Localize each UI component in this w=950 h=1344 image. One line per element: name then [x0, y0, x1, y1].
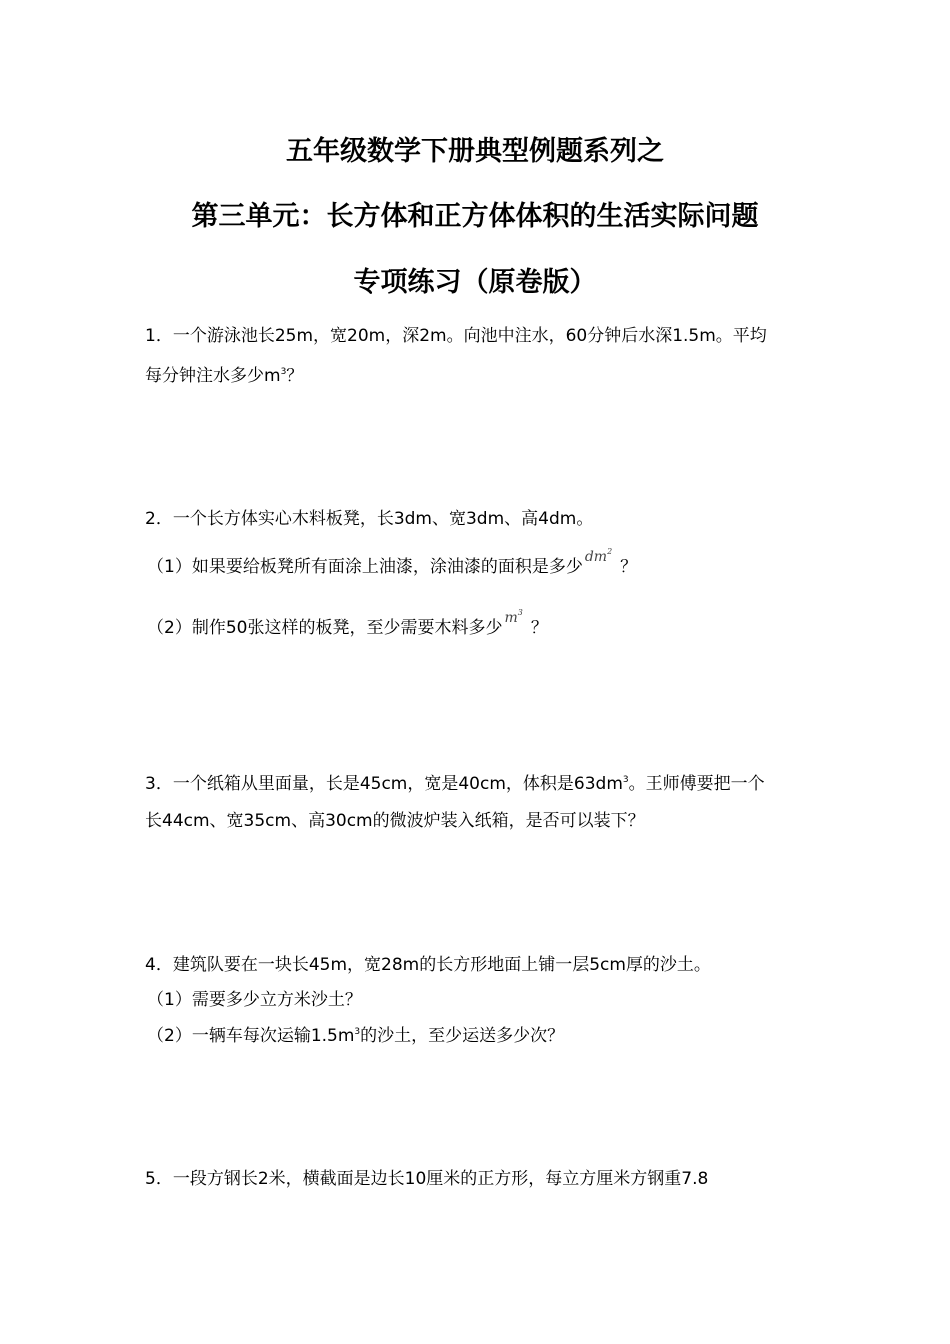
question-2-part-1: （1）如果要给板凳所有面涂上油漆，涂油漆的面积是多少 $^{dm^2}$？: [147, 547, 638, 577]
question-3-line-1: 3．一个纸箱从里面量，长是45cm，宽是40cm，体积是$63dm^3$。王师傅要把一个: [145, 774, 765, 794]
unit-m3: m3: [504, 608, 523, 626]
question-3-line-2: 长44cm、宽35cm、高30cm的微波炉装入纸箱，是否可以装下？: [145, 811, 645, 831]
question-5-line-1: 5．一段方钢长2米，横截面是边长10厘米的正方形，每立方厘米方钢重7.8: [145, 1169, 709, 1189]
question-2-part-2: （2）制作50张这样的板凳，至少需要木料多少 $^{m^3}$？: [147, 608, 548, 638]
question-4-line-1: 4．建筑队要在一块长45m，宽28m的长方形地面上铺一层5cm厚的沙土。: [145, 955, 711, 975]
question-2-line-1: 2．一个长方体实心木料板凳，长3dm、宽3dm、高4dm。: [145, 509, 594, 529]
unit-dm2: dm2: [584, 547, 613, 565]
question-1-line-2: 每分钟注水多少$m^3$？: [145, 366, 304, 386]
question-4-part-1: （1）需要多少立方米沙土？: [147, 990, 362, 1010]
question-1-line-1: 1．一个游泳池长25m，宽20m，深2m。向池中注水，60分钟后水深1.5m。平均: [145, 326, 767, 346]
title-series: 五年级数学下册典型例题系列之: [286, 136, 664, 167]
title-unit: 第三单元：长方体和正方体体积的生活实际问题: [191, 201, 759, 232]
question-4-part-2: （2）一辆车每次运输$1.5m^3$的沙土，至少运送多少次？: [147, 1026, 565, 1046]
title-practice: 专项练习（原卷版）: [353, 267, 597, 298]
